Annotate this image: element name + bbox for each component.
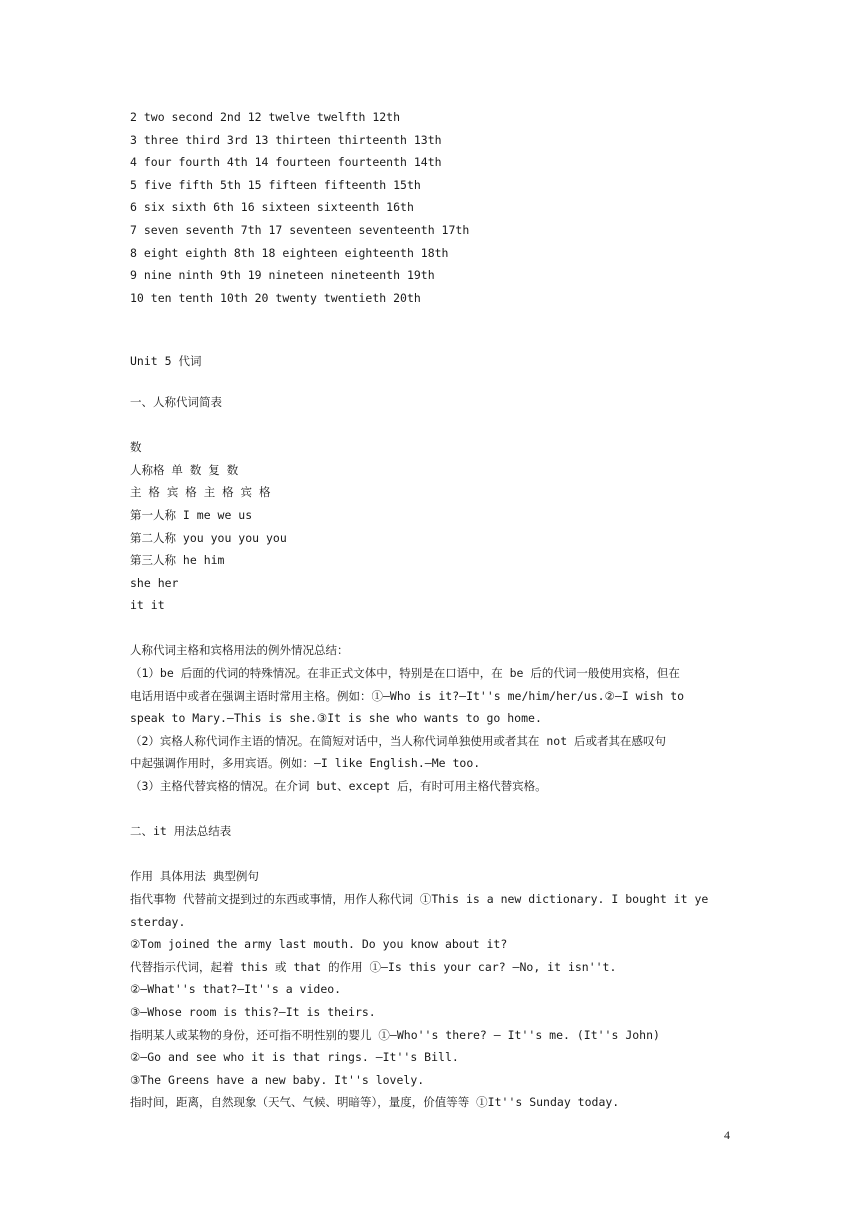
table-row: 主 格 宾 格 主 格 宾 格	[130, 485, 271, 500]
table-row: 3 three third 3rd 13 thirteen thirteenth 13th	[130, 132, 442, 147]
table-row: 10 ten tenth 10th 20 twenty twentieth 20th	[130, 290, 421, 305]
table-row: 8 eight eighth 8th 18 eighteen eighteenth 18th	[130, 245, 449, 260]
section-title: 二、it 用法总结表	[130, 824, 232, 839]
page-number: 4	[724, 1128, 730, 1142]
table-row: ②—Go and see who it is that rings. —It''s Bill.	[130, 1050, 459, 1065]
table-row: 4 four fourth 4th 14 fourteen fourteenth 14th	[130, 155, 442, 170]
table-row: it it	[130, 598, 165, 613]
personal-pronoun-table	[130, 436, 730, 617]
ordinal-number-table	[130, 106, 730, 309]
paragraph-line: speak to Mary.—This is she.③It is she who wants to go home.	[130, 711, 542, 726]
table-row: ②—What''s that?—It''s a video.	[130, 982, 342, 997]
table-row: 第三人称 he him	[130, 553, 225, 568]
exceptions-section	[130, 639, 730, 797]
section-title: 一、人称代词简表	[130, 394, 222, 409]
paragraph-line: 电话用语中或者在强调主语时常用主格。例如：①—Who is it?—It''s me/him/her/us.②—I wish to	[130, 688, 685, 703]
table-row: ③—Whose room is this?—It is theirs.	[130, 1004, 376, 1019]
paragraph-line: （3）主格代替宾格的情况。在介词 but、except 后，有时可用主格代替宾格。	[130, 779, 547, 794]
table-row: 指时间，距离，自然现象（天气、气候、明暗等），量度，价值等等 ①It''s Sunday today.	[130, 1095, 620, 1110]
page-content	[130, 106, 730, 1114]
table-row: 代替指示代词，起着 this 或 that 的作用 ①—Is this your car? —No, it isn''t.	[130, 959, 617, 974]
unit-title: Unit 5 代词	[130, 354, 202, 369]
table-row: 指明某人或某物的身份，还可指不明性别的婴儿 ①—Who''s there? — It''s me. (It''s John)	[130, 1027, 660, 1042]
table-row: 人称格 单 数 复 数	[130, 462, 239, 477]
table-row: 9 nine ninth 9th 19 nineteen nineteenth 19th	[130, 268, 435, 283]
table-row: 作用 具体用法 典型例句	[130, 869, 259, 884]
table-row: 2 two second 2nd 12 twelve twelfth 12th	[130, 110, 401, 124]
table-row: 第二人称 you you you you	[130, 530, 287, 545]
table-row: she her	[130, 575, 179, 590]
paragraph-line: 中起强调作用时，多用宾语。例如：—I like English.—Me too.	[130, 756, 481, 771]
table-row: 5 five fifth 5th 15 fifteen fifteenth 15th	[130, 177, 421, 192]
table-row: 第一人称 I me we us	[130, 507, 253, 522]
paragraph-line: （2）宾格人称代词作主语的情况。在简短对话中，当人称代词单独使用或者其在 not 后或者其在感叹句	[130, 733, 667, 748]
table-row: ②Tom joined the army last mouth. Do you know about it?	[130, 937, 508, 952]
table-row: 指代事物 代替前文提到过的东西或事情，用作人称代词 ①This is a new dictionary. I bought it ye	[130, 892, 709, 906]
it-usage-table	[130, 865, 730, 1114]
paragraph-line: 人称代词主格和宾格用法的例外情况总结：	[130, 643, 349, 658]
table-row: ③The Greens have a new baby. It''s lovely.	[130, 1072, 425, 1087]
table-row: sterday.	[130, 914, 186, 929]
table-row: 7 seven seventh 7th 17 seventeen seventeenth 17th	[130, 222, 470, 237]
table-row: 6 six sixth 6th 16 sixteen sixteenth 16th	[130, 200, 414, 215]
table-row: 数	[130, 440, 142, 455]
paragraph-line: （1）be 后面的代词的特殊情况。在非正式文体中，特别是在口语中，在 be 后的代词一般使用宾格，但在	[130, 666, 680, 681]
